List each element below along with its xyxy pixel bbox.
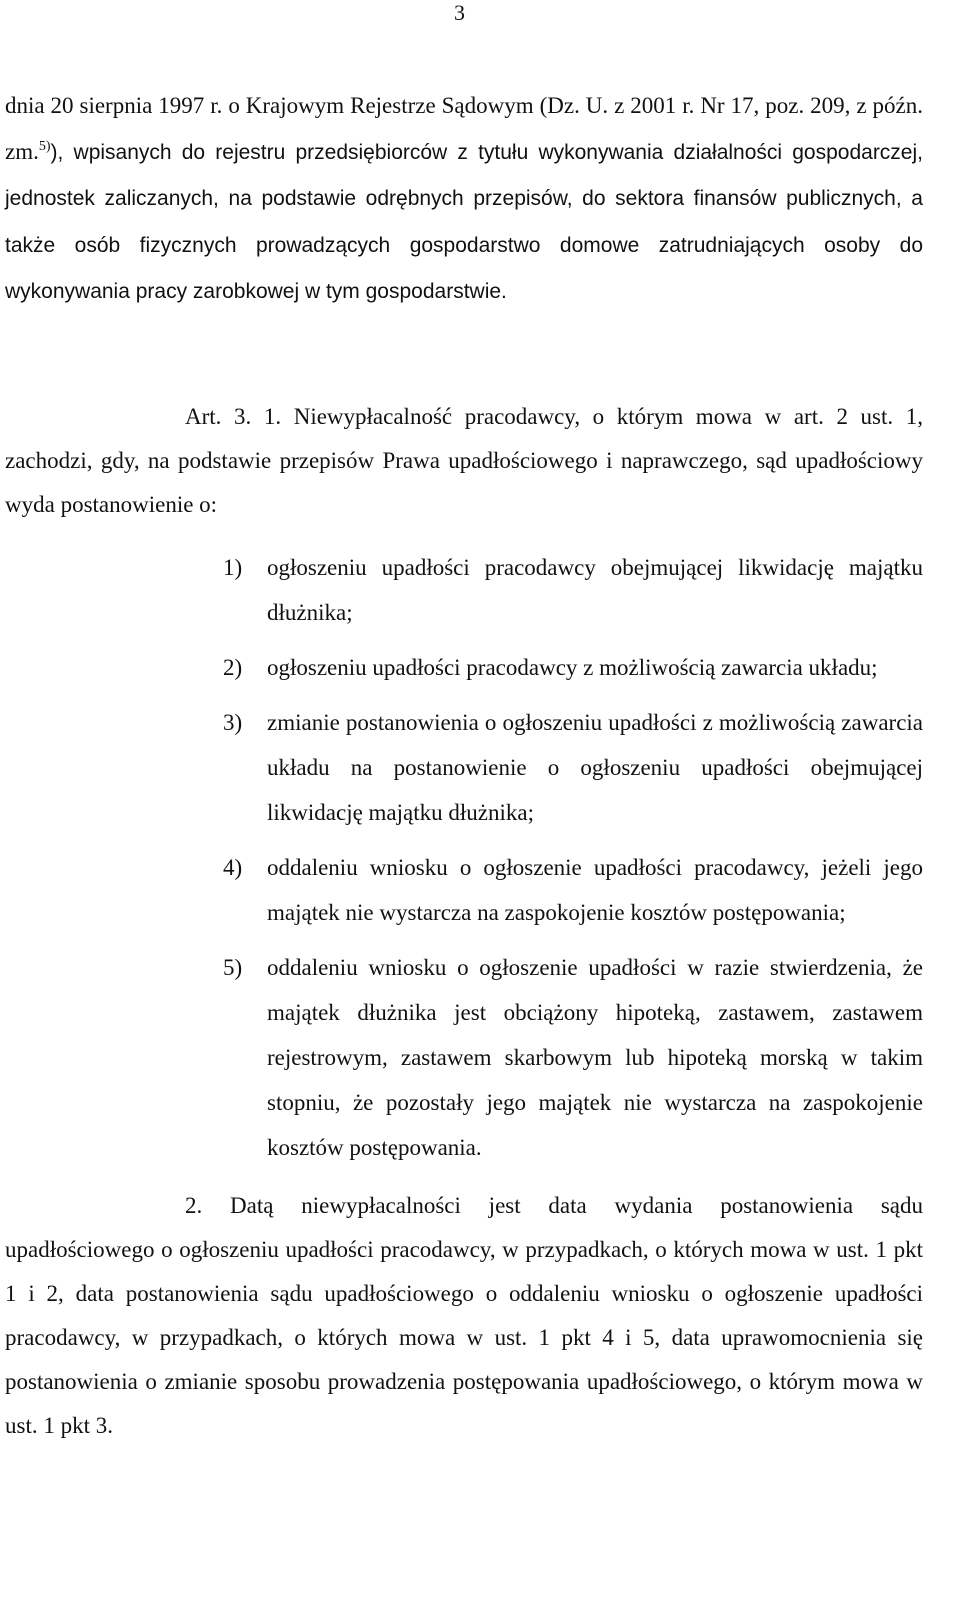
list-item-text: ogłoszeniu upadłości pracodawcy obejmującej likwidację majątku dłużnika; [267, 554, 923, 625]
list-item-number: 5) [223, 954, 243, 980]
paragraph-2: 2. Datą niewypłacalności jest data wydania postanowienia sądu upadłościowego o ogłoszeniu upadłości pracodawcy, w przypadkach, o których mowa w ust. 1 pkt 1 i 2, data postanowienia sądu upadłościowego o oddaleniu wniosku o ogłoszenie upadłości pracodawcy, w przypadkach, o których mowa w ust. 1 pkt 4 i 5, data uprawomocnienia się postanowienia o zmianie sposobu prowadzenia postępowania upadłościowego, o którym mowa w ust. 1 pkt 3. [5, 1192, 923, 1438]
article-3-paragraph: Art. 3. 1. Niewypłacalność pracodawcy, o którym mowa w art. 2 ust. 1, zachodzi, gdy, na podstawie przepisów Prawa upadłościowego i naprawczego, sąd upadłościowy wyda postanowienie o: [5, 403, 923, 517]
list-item-text: oddaleniu wniosku o ogłoszenie upadłości w razie stwierdzenia, że majątek dłużnika jest obciążony hipoteką, zastawem, zastawem rejestrowym, zastawem skarbowym lub hipoteką morską w takim stopniu, że pozostały jego majątek nie wystarcza na zaspokojenie kosztów postępowania. [267, 954, 923, 1160]
footnote-ref: 5) [38, 138, 51, 154]
page-number: 3 [454, 0, 465, 25]
list-item [5, 545, 923, 635]
intro-paragraph [5, 83, 923, 315]
list-item-number: 1) [223, 554, 243, 580]
document-body [5, 83, 923, 1448]
list-item [5, 945, 923, 1170]
intro-lead: dnia 20 sierpnia 1997 r. o Krajowym Rejestrze Sądowym (Dz. U. z 2001 r. Nr 17, poz. 209, z późn. zm. [5, 93, 923, 164]
list-item-text: zmianie postanowienia o ogłoszeniu upadłości z możliwością zawarcia układu na postanowienie o ogłoszeniu upadłości obejmującej likwidację majątku dłużnika; [267, 709, 923, 825]
list-item-text: ogłoszeniu upadłości pracodawcy z możliwością zawarcia układu; [267, 654, 878, 680]
list-item-text: oddaleniu wniosku o ogłoszenie upadłości pracodawcy, jeżeli jego majątek nie wystarcza na zaspokojenie kosztów postępowania; [267, 854, 923, 925]
list-item [5, 645, 923, 690]
list-item [5, 700, 923, 835]
list-item-number: 3) [223, 709, 243, 735]
list-item [5, 845, 923, 935]
list-item-number: 2) [223, 654, 243, 680]
list-item-number: 4) [223, 854, 243, 880]
insolvency-list [5, 545, 923, 1170]
intro-rest: ), wpisanych do rejestru przedsiębiorców z tytułu wykonywania działalności gospodarczej, jednostek zaliczanych, na podstawie odrębnych przepisów, do sektora finansów publicznych, a także osób fizycznych prowadzących gospodarstwo domowe zatrudniających osoby do wykonywania pracy zarobkowej w tym gospodarstwie. [5, 140, 923, 304]
